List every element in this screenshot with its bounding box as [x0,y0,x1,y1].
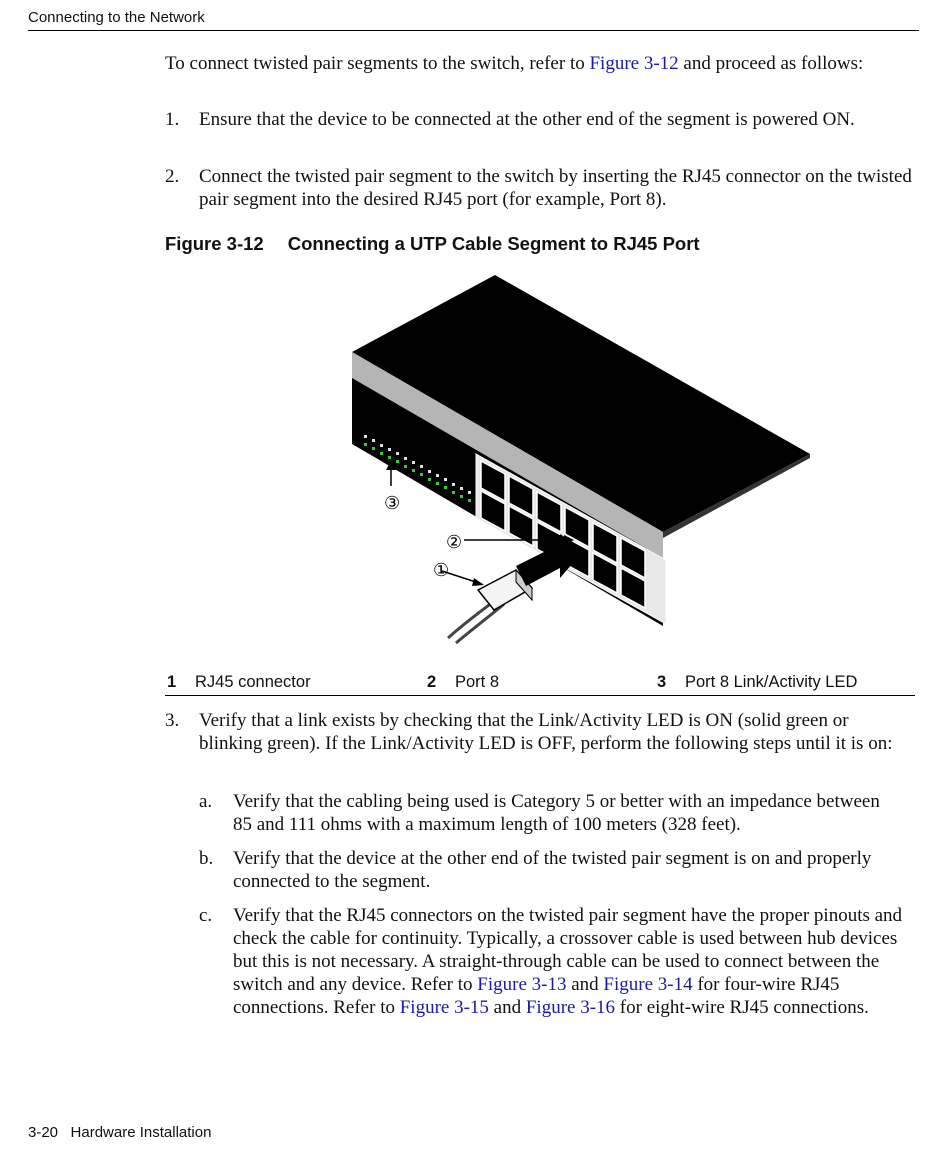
legend-number: 1 [167,673,177,691]
step-number: 1. [165,109,180,130]
substep-b [199,847,899,893]
substep-text: Verify that the device at the other end of the twisted pair segment is on and properly connected to the segment. [233,848,872,892]
substep-a [199,790,899,836]
figure-caption [165,233,700,255]
substep-text-part: for eight-wire RJ45 connections. [615,997,869,1018]
running-header: Connecting to the Network [28,9,205,26]
switch-illustration [338,268,818,653]
legend-number: 2 [427,673,437,691]
intro-text-end: and proceed as follows: [678,53,864,74]
substep-text-part: and [488,997,526,1018]
header-rule [28,30,919,31]
step-2 [165,165,925,211]
legend-rule [165,695,915,696]
legend-number: 3 [657,673,667,691]
step-text: Connect the twisted pair segment to the switch by inserting the RJ45 connector on the twisted pair segment into the desired RJ45 port (for example, Port 8). [199,166,912,210]
substep-text: Verify that the cabling being used is Category 5 or better with an impedance between 85 and 111 ohms with a maximum length of 100 meters (328 feet). [233,791,880,835]
callout-1-arrowhead [472,578,484,586]
figure-legend [165,671,915,695]
footer-section: Hardware Installation [70,1124,212,1141]
substep-letter: a. [199,791,213,812]
step-number: 3. [165,710,180,731]
callout-3: ③ [384,493,401,514]
substep-letter: c. [199,905,213,926]
step-text: Verify that a link exists by checking that the Link/Activity LED is ON (solid green or blinking green). If the Link/Activity LED is OFF, perform the following steps until it is on: [199,710,893,754]
legend-item-3 [657,673,857,692]
page-number: 3-20 [28,1124,59,1141]
page-footer [28,1124,211,1141]
substep-text-part: Verify that the RJ45 connectors on the twisted pair segment have the proper pinouts and check the cable for continuity. Typically, a crossover cable is used between hub devices but this is not necessary. A straight-through cable can be used to connect between the switch and any device. Refer to [233,905,903,995]
step-3 [165,709,925,779]
callout-1: ① [433,560,450,581]
callout-2: ② [446,532,463,553]
figure-3-14-link[interactable]: Figure 3-14 [603,974,693,995]
legend-label: RJ45 connector [195,673,311,691]
rj45-cable [448,570,532,643]
step-text: Ensure that the device to be connected at the other end of the segment is powered ON. [199,109,855,130]
intro-paragraph [165,52,885,75]
step-1 [165,108,925,154]
figure-3-16-link[interactable]: Figure 3-16 [525,997,616,1018]
figure-3-15-link[interactable]: Figure 3-15 [399,997,489,1018]
figure-label: Figure 3-12 [165,233,264,254]
figure-3-13-link[interactable]: Figure 3-13 [477,974,567,995]
substep-text-part: for four-wire RJ45 connections. Refer to [233,974,840,1018]
legend-label: Port 8 [455,673,500,691]
figure-3-12-link[interactable]: Figure 3-12 [589,53,679,74]
substep-letter: b. [199,848,214,869]
legend-item-2 [427,673,499,692]
substep-c [199,904,909,1044]
legend-item-1 [167,673,311,692]
legend-label: Port 8 Link/Activity LED [685,673,858,691]
intro-text: To connect twisted pair segments to the switch, refer to [165,53,590,74]
step-number: 2. [165,166,180,187]
substep-text-part: and [566,974,604,995]
substep-text [233,904,905,1019]
figure-title: Connecting a UTP Cable Segment to RJ45 Port [287,233,700,254]
